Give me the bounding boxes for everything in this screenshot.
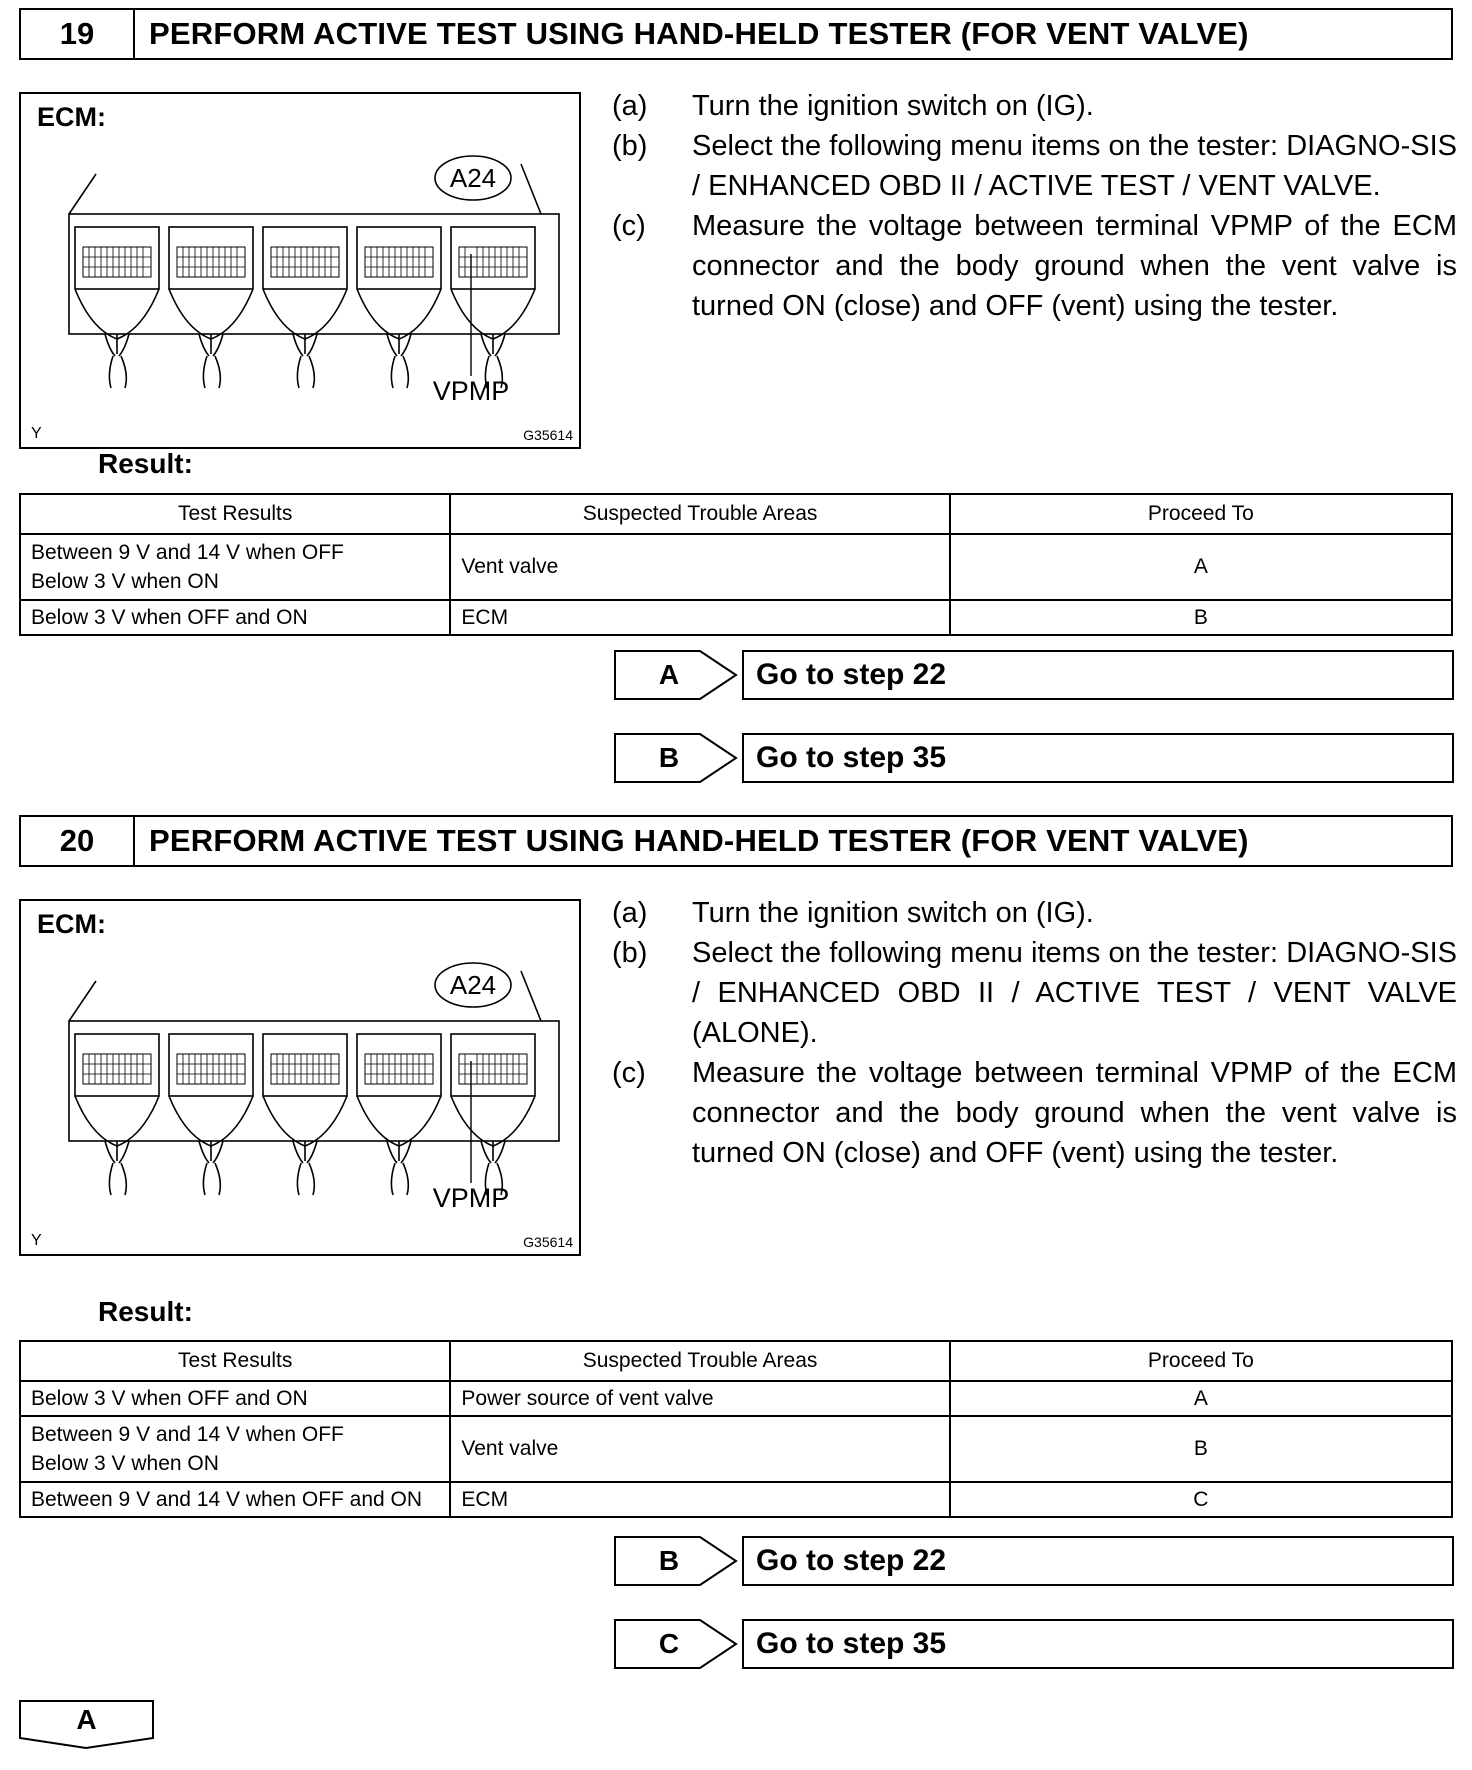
instructions — [612, 893, 1457, 1173]
instructions — [612, 86, 1457, 326]
instruction-item: (b) Select the following menu items on the tester: DIAGNO-SIS / ENHANCED OBD II / ACTIVE TEST / VENT VALVE (ALONE). — [612, 937, 1457, 1049]
ecm-connector-figure — [19, 92, 581, 449]
ecm-connector-diagram — [21, 94, 579, 447]
instruction-item: (a) Turn the ignition switch on (IG). — [612, 897, 1094, 929]
table-header: Proceed To — [950, 494, 1452, 534]
figure-label: ECM: — [37, 909, 106, 939]
step-title: PERFORM ACTIVE TEST USING HAND-HELD TESTER (FOR VENT VALVE) — [149, 16, 1249, 51]
result-table — [19, 1340, 1453, 1518]
ecm-connector-figure — [19, 899, 581, 1256]
goto-link[interactable]: Go to step 22 — [742, 650, 1454, 700]
connector-label: A24 — [449, 970, 497, 1000]
table-header: Test Results — [20, 494, 450, 534]
goto-row — [614, 1619, 1454, 1669]
result-table — [19, 493, 1453, 636]
step-19-header — [19, 8, 1453, 60]
figure-corner-mark: Y — [31, 1232, 42, 1249]
table-header: Suspected Trouble Areas — [450, 1341, 949, 1381]
step-20-header — [19, 815, 1453, 867]
table-header: Suspected Trouble Areas — [450, 494, 949, 534]
terminal-label: VPMP — [432, 1183, 510, 1213]
connector-label: A24 — [449, 163, 497, 193]
table-row: Below 3 V when OFF and ON ECM B — [20, 600, 1452, 635]
figure-label: ECM: — [37, 102, 106, 132]
goto-row — [614, 1536, 1454, 1586]
result-label: Result: — [98, 448, 193, 479]
step-number: 20 — [21, 817, 135, 865]
step-number: 19 — [21, 10, 135, 58]
ecm-connector-diagram — [21, 901, 579, 1254]
goto-row — [614, 650, 1454, 700]
goto-letter: B — [658, 1545, 680, 1576]
terminal-label: VPMP — [432, 376, 510, 406]
table-row: Between 9 V and 14 V when OFF Below 3 V when ON Vent valve B — [20, 1416, 1452, 1482]
continue-tag[interactable] — [19, 1700, 154, 1750]
goto-row — [614, 733, 1454, 783]
goto-letter: C — [658, 1628, 680, 1659]
instruction-item: (c) Measure the voltage between terminal VPMP of the ECM connector and the body ground when the vent valve is turned ON (close) and OFF (vent) using the tester. — [612, 210, 1457, 322]
result-label: Result: — [98, 1296, 193, 1327]
goto-letter: B — [658, 742, 680, 773]
table-row: Between 9 V and 14 V when OFF Below 3 V when ON Vent valve A — [20, 534, 1452, 600]
table-row: Between 9 V and 14 V when OFF and ON ECM C — [20, 1482, 1452, 1517]
instruction-item: (b) Select the following menu items on the tester: DIAGNO-SIS / ENHANCED OBD II / ACTIVE TEST / VENT VALVE. — [612, 130, 1457, 202]
figure-code: G35614 — [523, 1234, 573, 1250]
continue-tag-label: A — [76, 1704, 97, 1735]
figure-code: G35614 — [523, 427, 573, 443]
figure-corner-mark: Y — [31, 425, 42, 442]
goto-letter: A — [658, 659, 680, 690]
goto-link[interactable]: Go to step 35 — [742, 1619, 1454, 1669]
step-title: PERFORM ACTIVE TEST USING HAND-HELD TESTER (FOR VENT VALVE) — [149, 823, 1249, 858]
table-row: Below 3 V when OFF and ON Power source of vent valve A — [20, 1381, 1452, 1416]
instruction-item: (c) Measure the voltage between terminal VPMP of the ECM connector and the body ground when the vent valve is turned ON (close) and OFF (vent) using the tester. — [612, 1057, 1457, 1169]
instruction-item: (a) Turn the ignition switch on (IG). — [612, 90, 1094, 122]
goto-link[interactable]: Go to step 35 — [742, 733, 1454, 783]
table-header: Proceed To — [950, 1341, 1452, 1381]
table-header: Test Results — [20, 1341, 450, 1381]
goto-link[interactable]: Go to step 22 — [742, 1536, 1454, 1586]
